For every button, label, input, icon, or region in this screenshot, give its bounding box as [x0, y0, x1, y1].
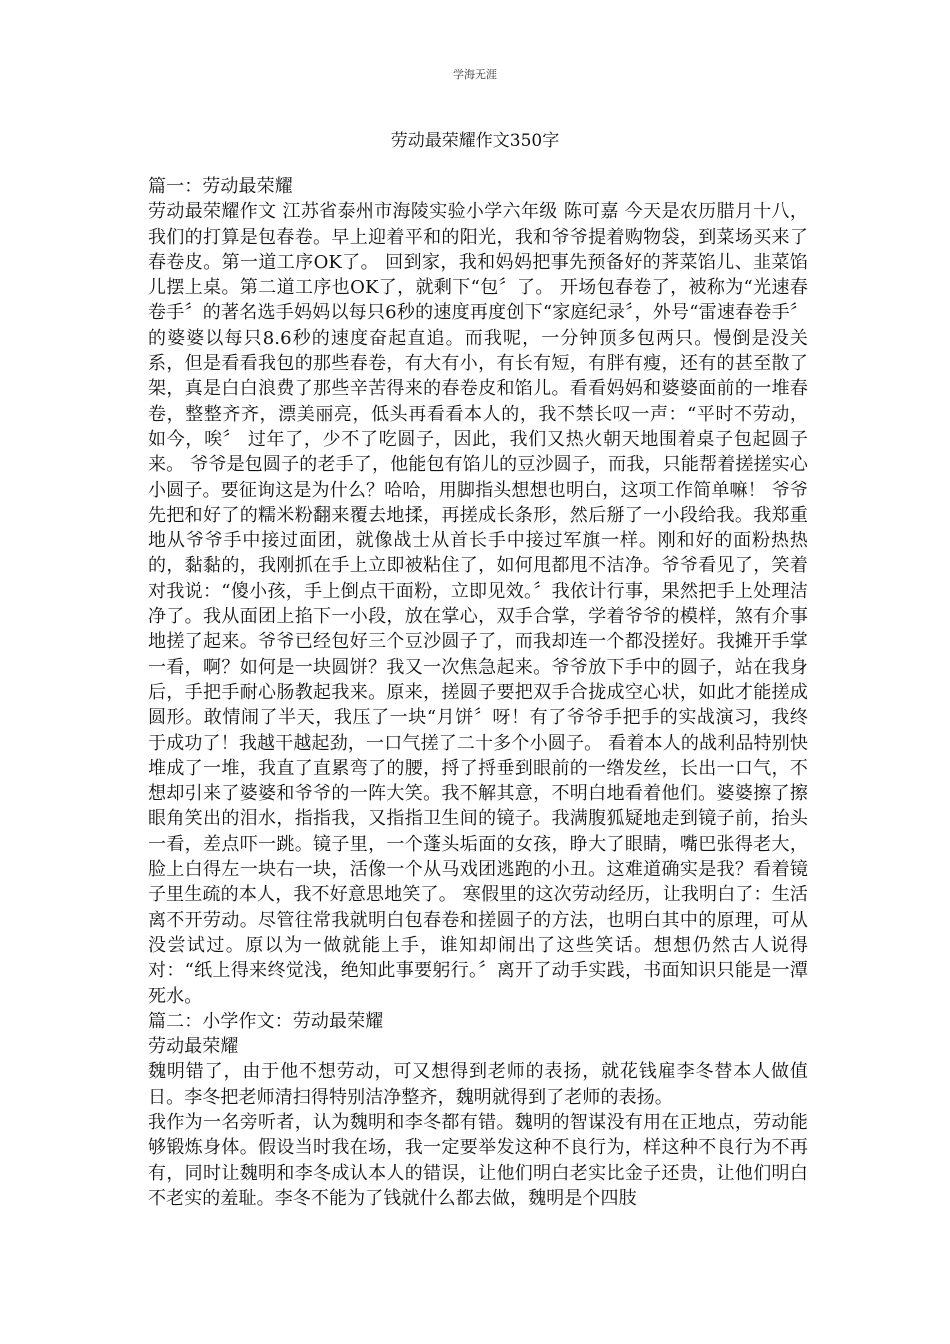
section-heading-1: 篇一：劳动最荣耀: [148, 176, 293, 197]
document-body: [148, 174, 808, 1211]
paragraph: 魏明错了，由于他不想劳动，可又想得到老师的表扬，就花钱雇李冬替本人做值日。李冬把老师清扫得特别洁净整齐，魏明就得到了老师的表扬。: [148, 1061, 808, 1108]
paragraph: 我作为一名旁听者，认为魏明和李冬都有错。魏明的智谋没有用在正地点，劳动能够锻炼身体。假设当时我在场，我一定要举发这种不良行为，样这种不良行为不再有，同时让魏明和李冬成认本人的错误，让他们明白老实比金子还贵，让他们明白不老实的羞耻。李冬不能为了钱就什么都去做，魏明是个四肢: [148, 1111, 808, 1209]
paragraph: 劳动最荣耀作文 江苏省泰州市海陵实验小学六年级 陈可嘉 今天是农历腊月十八，我们的打算是包春卷。早上迎着平和的阳光，我和爷爷提着购物袋，到菜场买来了春卷皮。第一道工序OK了。 回到家，我和妈妈把事先预备好的荠菜馅儿、韭菜馅儿摆上桌。第二道工序也OK了，就剩下“包〞了。 开场包春卷了，被称为“光速春卷手〞的著名选手妈妈以每只6秒的速度再度创下“家庭纪录〞，外号“雷速春卷手〞的婆婆以每只8.6秒的速度奋起直追。而我呢，一分钟顶多包两只。慢倒是没关系，但是看看我包的那些春卷，有大有小，有长有短，有胖有瘦，还有的甚至散了架，真是白白浪费了那些辛苦得来的春卷皮和馅儿。看看妈妈和婆婆面前的一堆春卷，整整齐齐，漂美丽亮，低头再看看本人的，我不禁长叹一声：“平时不劳动，如今，唉〞 过年了，少不了吃圆子，因此，我们又热火朝天地围着桌子包起圆子来。 爷爷是包圆子的老手了，他能包有馅儿的豆沙圆子，而我，只能帮着搓搓实心小圆子。要征询这是为什么？哈哈，用脚指头想想也明白，这项工作简单嘛！ 爷爷先把和好了的糯米粉翻来覆去地揉，再搓成长条形，然后掰了一小段给我。我郑重地从爷爷手中接过面团，就像战士从首长手中接过军旗一样。刚和好的面粉热热的，黏黏的，我刚抓在手上立即被粘住了，如何甩都甩不洁净。爷爷看见了，笑着对我说：“傻小孩，手上倒点干面粉，立即见效。〞我依计行事，果然把手上处理洁净了。我从面团上掐下一小段，放在掌心，双手合掌，学着爷爷的模样，煞有介事地搓了起来。爷爷已经包好三个豆沙圆子了，而我却连一个都没搓好。我摊开手掌一看，啊？如何是一块圆饼？我又一次焦急起来。爷爷放下手中的圆子，站在我身后，手把手耐心肠教起我来。原来，搓圆子要把双手合拢成空心状，如此才能搓成圆形。敢情闹了半天，我压了一块“月饼〞呀！有了爷爷手把手的实战演习，我终于成功了！我越干越起劲，一口气搓了二十多个小圆子。 看着本人的战利品特别快堆成了一堆，我直了直累弯了的腰，捋了捋垂到眼前的一绺发丝，长出一口气，不想却引来了婆婆和爷爷的一阵大笑。我不解其意，不明白地看着他们。婆婆擦了擦眼角笑出的泪水，指指我，又指指卫生间的镜子。我满腹狐疑地走到镜子前，抬头一看，差点吓一跳。镜子里，一个蓬头垢面的女孩，睁大了眼睛，嘴巴张得老大，脸上白得左一块右一块，活像一个从马戏团逃跑的小丑。这难道确实是我？看着镜子里生疏的本人，我不好意思地笑了。 寒假里的这次劳动经历，让我明白了：生活离不开劳动。尽管往常我就明白包春卷和搓圆子的方法，也明白其中的原理，可从没尝试过。原以为一做就能上手，谁知却闹出了这些笑话。想想仍然古人说得对：“纸上得来终觉浅，绝知此事要躬行。〞离开了动手实践，书面知识只能是一潭死水。: [148, 201, 808, 1007]
document-title: 劳动最荣耀作文350字: [390, 131, 560, 151]
essay-title: 劳动最荣耀: [148, 1036, 239, 1058]
section-heading-2: 篇二：小学作文：劳动最荣耀: [148, 1010, 384, 1032]
page-header: 学海无涯: [453, 68, 497, 81]
